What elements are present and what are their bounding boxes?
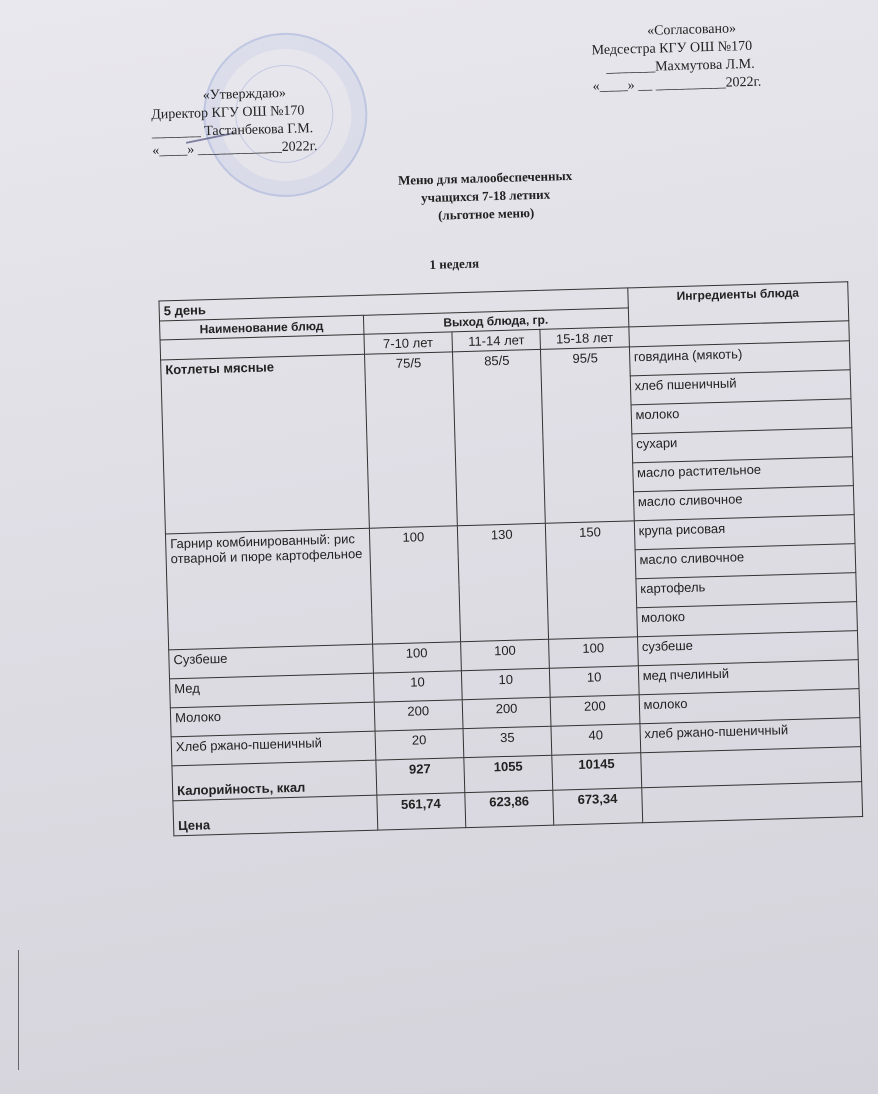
day-label: 5 день <box>159 288 628 321</box>
header-output: Выход блюда, гр. <box>363 308 628 334</box>
approval-nurse <box>591 20 762 97</box>
dish-output-15-18: 40 <box>551 724 640 755</box>
approval-director <box>151 84 318 161</box>
dish-name: Гарнир комбинированный: рис отварной и пюре картофельное <box>165 528 372 650</box>
ingredient: масло растительное <box>632 457 853 492</box>
dish-output-11-14: 100 <box>461 639 550 670</box>
approval-nurse-line3: «____» __ __________2022г. <box>592 74 762 95</box>
ingredient: говядина (мякоть) <box>629 341 850 376</box>
ingredient: сухари <box>631 428 852 463</box>
ingredient: молоко <box>636 602 857 637</box>
calories-label: Калорийность, ккал <box>172 760 376 801</box>
ingredient: хлеб ржано-пшеничный <box>640 718 861 753</box>
dish-output-15-18: 200 <box>550 695 639 726</box>
ingredient: крупа рисовая <box>634 515 855 550</box>
dish-output-15-18: 95/5 <box>541 347 634 523</box>
dish-output-11-14: 35 <box>463 726 552 757</box>
price-11-14: 623,86 <box>465 790 554 827</box>
dish-output-7-10: 20 <box>375 729 464 760</box>
approval-nurse-line1: Медсестра КГУ ОШ №170 <box>591 38 753 59</box>
ingredient: хлеб пшеничный <box>630 370 851 405</box>
header-name: Наименование блюд <box>160 315 364 340</box>
title-line1: Меню для малообеспеченных <box>397 167 573 188</box>
dish-output-7-10: 100 <box>369 526 461 644</box>
price-7-10: 561,74 <box>376 793 465 830</box>
header-ingredients: Ингредиенты блюда <box>627 282 848 327</box>
approval-nurse-heading: «Согласовано» <box>646 21 737 39</box>
dish-name: Молоко <box>170 702 374 737</box>
dish-output-11-14: 10 <box>461 668 550 699</box>
ingredient: масло сливочное <box>633 486 854 521</box>
header-age-15-18: 15-18 лет <box>540 327 629 349</box>
page-edge-line <box>18 950 19 1070</box>
dish-output-7-10: 10 <box>373 671 462 702</box>
dish-output-15-18: 100 <box>549 637 638 668</box>
title-line2: учащихся 7-18 летних <box>420 186 551 206</box>
dish-name: Котлеты мясные <box>161 354 369 534</box>
dish-output-11-14: 130 <box>457 523 549 641</box>
approval-nurse-line2: _______Махмутова Л.М. <box>605 56 755 76</box>
approval-director-line2: _______ Тастанбекова Г.М. <box>151 121 314 141</box>
dish-output-15-18: 10 <box>550 666 639 697</box>
ingredient: сузбеше <box>637 631 858 666</box>
approval-director-heading: «Утверждаю» <box>202 85 287 104</box>
price-15-18: 673,34 <box>553 788 642 825</box>
title-line3: (льготное меню) <box>437 205 535 223</box>
price-ing-spacer <box>641 782 862 823</box>
ingredient: молоко <box>631 399 852 434</box>
header-age-7-10: 7-10 лет <box>364 332 453 354</box>
menu-sheet <box>30 0 878 1094</box>
ingredient: молоко <box>639 689 860 724</box>
calories-11-14: 1055 <box>464 755 553 792</box>
menu-table <box>158 281 863 836</box>
approval-director-line3: «____» ____________2022г. <box>152 139 318 159</box>
ingredient: масло сливочное <box>635 544 856 579</box>
dish-output-11-14: 200 <box>462 697 551 728</box>
price-label: Цена <box>173 795 377 836</box>
calories-15-18: 10145 <box>552 753 641 790</box>
ingredient: мед пчелиный <box>638 660 859 695</box>
dish-output-7-10: 100 <box>372 642 461 673</box>
approval-director-line1: Директор КГУ ОШ №170 <box>151 103 305 123</box>
calories-7-10: 927 <box>375 758 464 795</box>
header-age-11-14: 11-14 лет <box>452 329 541 351</box>
dish-name: Хлеб ржано-пшеничный <box>171 731 375 766</box>
dish-name: Сузбеше <box>169 644 373 679</box>
dish-output-15-18: 150 <box>546 521 638 639</box>
dish-output-11-14: 85/5 <box>452 349 545 525</box>
ingredient: картофель <box>636 573 857 608</box>
dish-output-7-10: 75/5 <box>364 352 457 528</box>
dish-name: Мед <box>170 673 374 708</box>
dish-output-7-10: 200 <box>374 700 463 731</box>
document-title <box>335 165 636 227</box>
week-label: 1 неделя <box>429 255 480 272</box>
